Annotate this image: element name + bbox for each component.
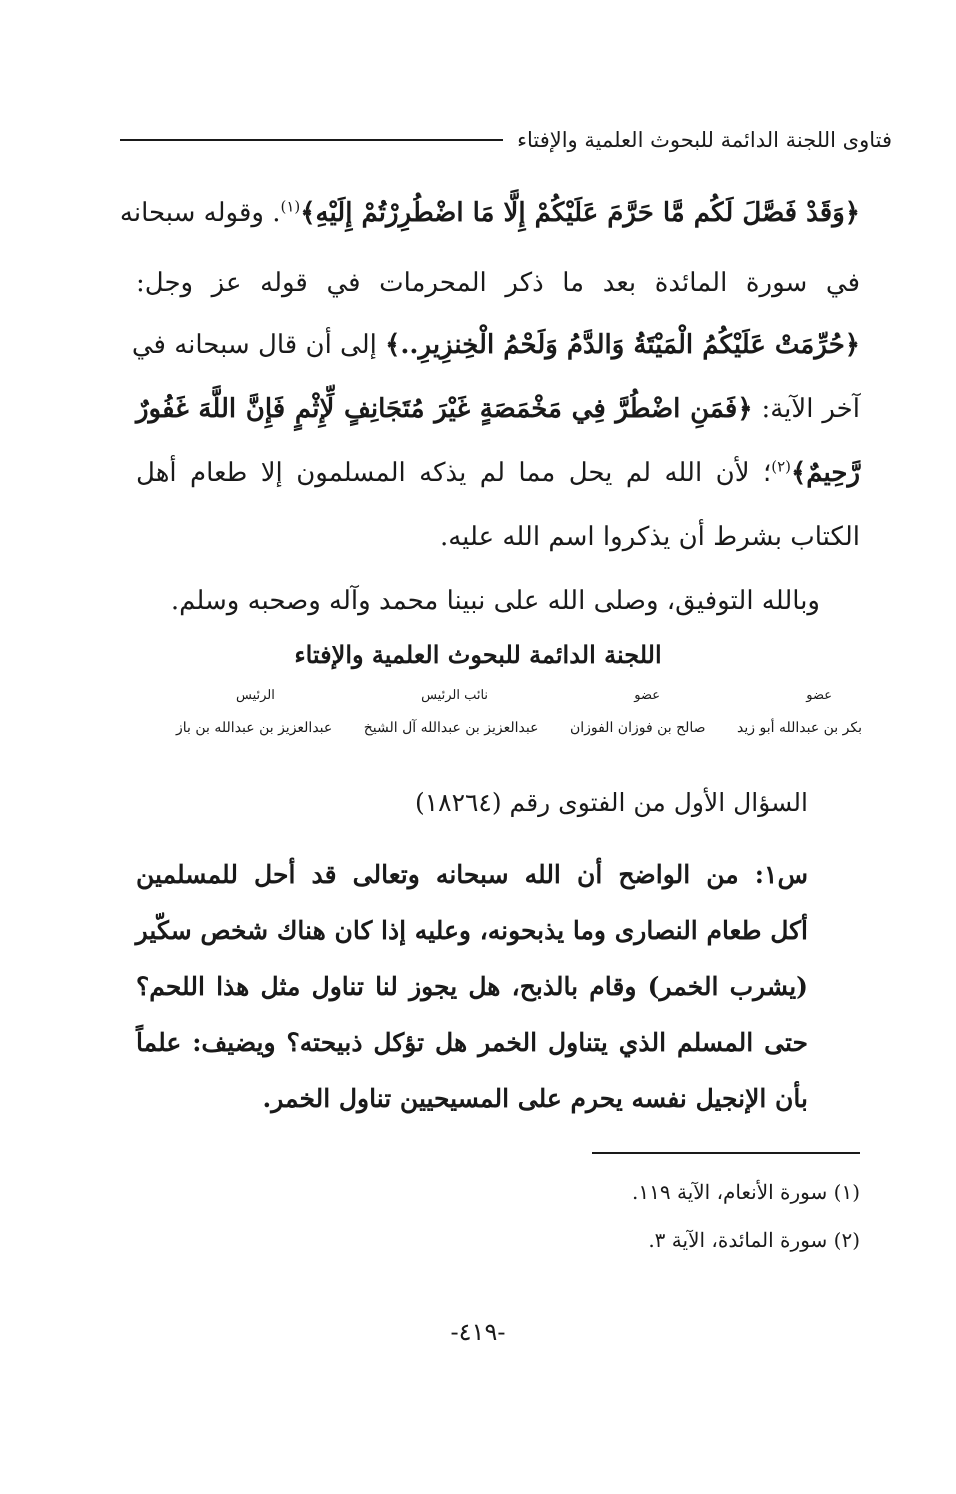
body-line-5 xyxy=(136,456,860,490)
body-line-4 xyxy=(136,392,860,426)
body-line-6 xyxy=(136,520,860,554)
question-line: حتى المسلم الذي يتناول الخمر هل تؤكل ذبيحته؟ ويضيف: علماً xyxy=(136,1028,808,1057)
signatory-role: الرئيس xyxy=(236,688,275,703)
body-line-2 xyxy=(136,266,860,300)
body-text: ؛ لأن الله لم يحل مما لم يذكه المسلمون إلا طعام أهل xyxy=(136,458,772,488)
fatwa-title: السؤال الأول من الفتوى رقم (١٨٢٦٤) xyxy=(414,788,808,817)
signatory-names xyxy=(176,720,862,736)
running-header xyxy=(120,128,892,152)
signatory-role: نائب الرئيس xyxy=(421,688,489,703)
footnote-ref-1[interactable]: (١) xyxy=(280,197,301,216)
body-line-3 xyxy=(131,328,860,362)
quran-verse-3-end: رَّحِيمٌ﴾ xyxy=(790,458,860,488)
closing-line: وبالله التوفيق، وصلى الله على نبينا محمد وآله وصحبه وسلم. xyxy=(170,586,820,616)
signatory-roles xyxy=(176,688,862,703)
body-text: في سورة المائدة بعد ما ذكر المحرمات في قوله عز وجل: xyxy=(136,268,860,298)
committee-title: اللجنة الدائمة للبحوث العلمية والإفتاء xyxy=(294,640,662,669)
question-line: س١: من الواضح أن الله سبحانه وتعالى قد أحل للمسلمين xyxy=(136,860,808,889)
footnote-ref-2[interactable]: (٢) xyxy=(771,457,791,476)
signatory-name: صالح بن فوزان الفوزان xyxy=(569,720,706,736)
quran-verse-2: ﴿حُرِّمَتْ عَلَيْكُمُ الْمَيْتَةُ وَالدَّمُ وَلَحْمُ الْخِنزِيرِ..﴾ xyxy=(385,330,860,360)
quran-verse-1: ﴿وَقَدْ فَصَّلَ لَكُم مَّا حَرَّمَ عَلَيْكُمْ إِلَّا مَا اضْطُرِرْتُمْ إِلَيْهِ﴾ xyxy=(300,198,860,228)
header-title: فتاوى اللجنة الدائمة للبحوث العلمية والإفتاء xyxy=(517,128,892,152)
page-number: -٤١٩- xyxy=(450,1318,506,1346)
signatory-role: عضو xyxy=(806,688,832,703)
body-line-1 xyxy=(119,196,860,230)
question-line: (يشرب الخمر) وقام بالذبح، هل يجوز لنا تناول مثل هذا اللحم؟ xyxy=(136,972,808,1001)
signatory-name: عبدالعزيز بن عبدالله بن باز xyxy=(176,720,333,736)
body-text: إلى أن قال سبحانه في xyxy=(131,330,386,360)
body-text: الكتاب بشرط أن يذكروا اسم الله عليه. xyxy=(439,522,860,552)
body-text: آخر الآية: xyxy=(752,394,860,424)
quran-verse-3: ﴿فَمَنِ اضْطُرَّ فِي مَخْمَصَةٍ غَيْرَ مُتَجَانِفٍ لِّإِثْمٍ فَإِنَّ اللَّهَ غَفُورٌ xyxy=(136,394,753,424)
header-rule xyxy=(120,139,503,141)
footnote: (١) سورة الأنعام، الآية ١١٩. xyxy=(632,1180,860,1204)
question-line: بأن الإنجيل نفسه يحرم على المسيحيين تناول الخمر. xyxy=(262,1084,808,1113)
signatory-role: عضو xyxy=(634,688,661,703)
question-line: أكل طعام النصارى وما يذبحونه، وعليه إذا كان هناك شخص سكّير xyxy=(135,916,808,945)
signatory-name: بكر بن عبدالله أبو زيد xyxy=(737,720,862,736)
body-text: . وقوله سبحانه xyxy=(119,198,281,228)
footnote-rule xyxy=(592,1152,860,1154)
signatory-name: عبدالعزيز بن عبدالله آل الشيخ xyxy=(363,720,539,736)
footnote: (٢) سورة المائدة، الآية ٣. xyxy=(648,1228,860,1252)
